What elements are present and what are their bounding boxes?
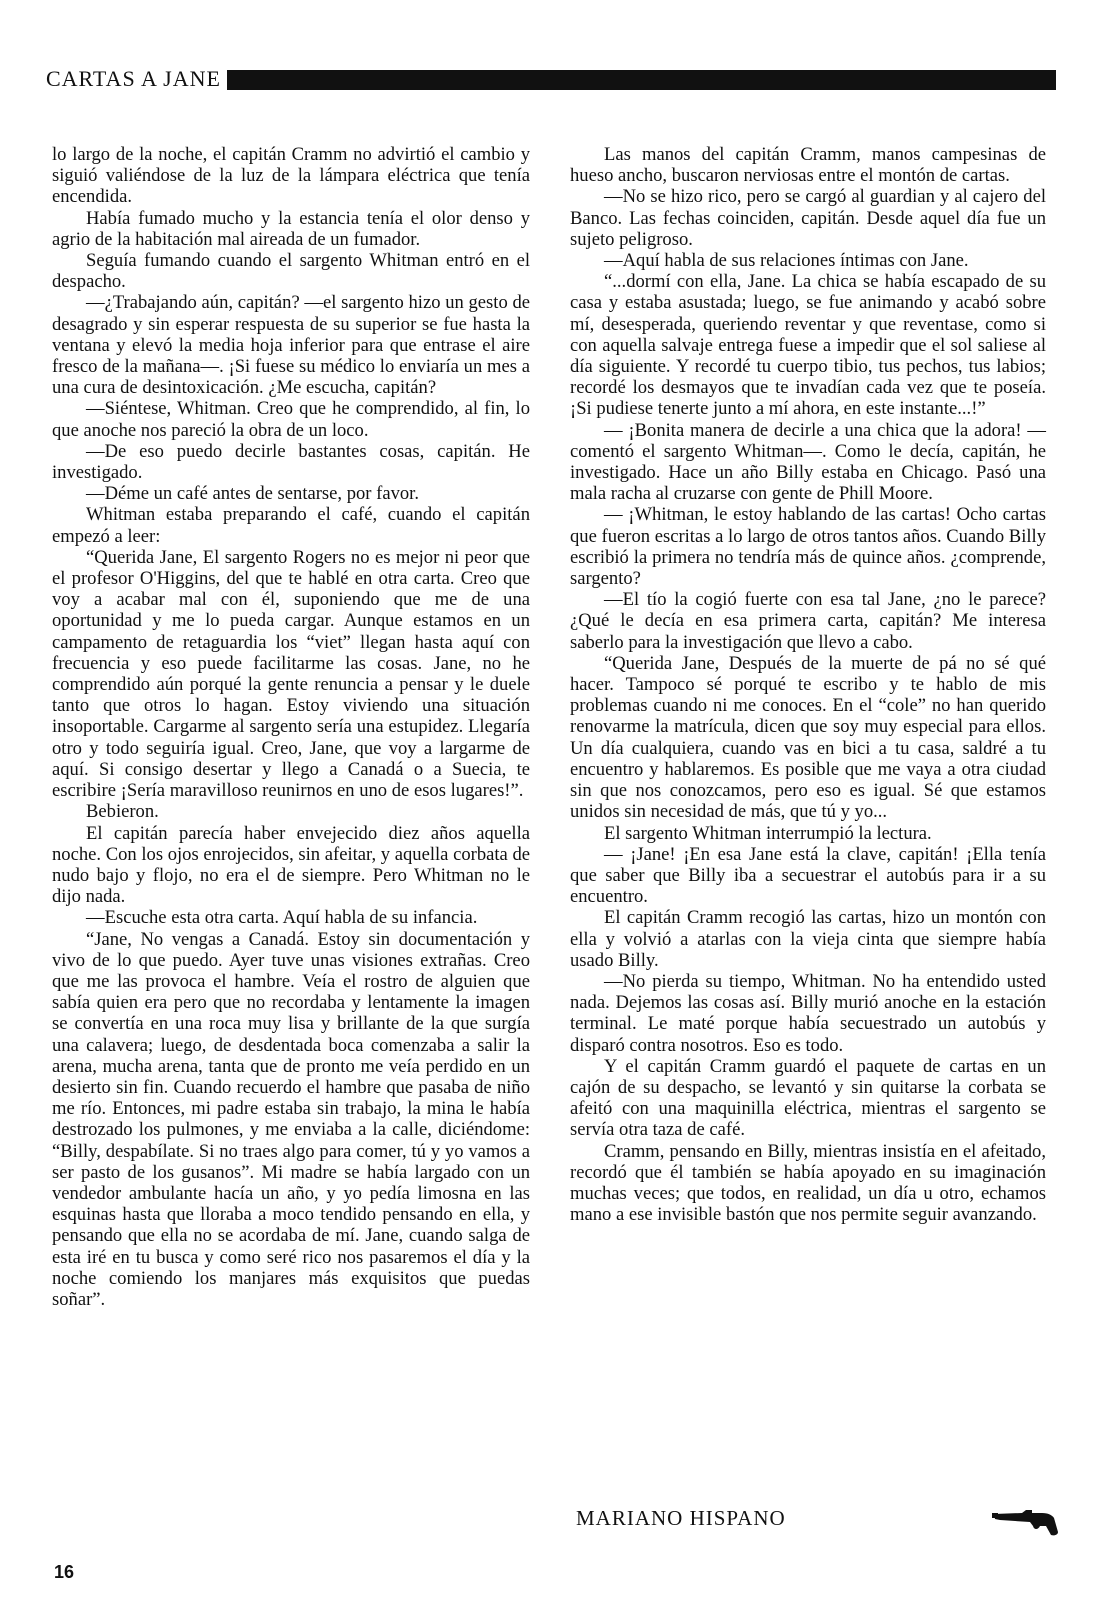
paragraph: El capitán parecía haber envejecido diez años aquella noche. Con los ojos enrojecidos, sin afeitar, y aquella corbata de nudo bajo y flojo, no era el de siempre. Pero Whitman no le dijo nada. xyxy=(52,822,530,908)
paragraph: Whitman estaba preparando el café, cuando el capitán empezó a leer: xyxy=(52,504,530,547)
header-title: CARTAS A JANE xyxy=(46,66,221,91)
paragraph: —Siéntese, Whitman. Creo que he comprendido, al fin, lo que anoche nos pareció la obra de un loco. xyxy=(52,398,530,441)
paragraph: El capitán Cramm recogió las cartas, hizo un montón con ella y volvió a atarlas con la vieja cinta que siempre había usado Billy. xyxy=(570,907,1046,971)
running-header xyxy=(46,64,1056,94)
paragraph: — ¡Bonita manera de decirle a una chica que la adora! —comentó el sargento Whitman—. Como le decía, capitán, he investigado. Hace un año Billy estaba en Chicago. Pasó una mala racha al cruzarse con gente de Phill Moore. xyxy=(570,419,1046,505)
paragraph: Seguía fumando cuando el sargento Whitman entró en el despacho. xyxy=(52,250,530,293)
paragraph: Las manos del capitán Cramm, manos campesinas de hueso ancho, buscaron nerviosas entre el montón de cartas. xyxy=(570,144,1046,187)
paragraph: Cramm, pensando en Billy, mientras insistía en el afeitado, recordó que él también se había apoyado en su imaginación muchas veces; que todos, en realidad, un día u otro, echamos mano a ese invisible bastón que nos permite seguir avanzando. xyxy=(570,1140,1046,1226)
paragraph: lo largo de la noche, el capitán Cramm no advirtió el cambio y siguió valiéndose de la luz de la lámpara eléctrica que tenía encendida. xyxy=(52,144,530,208)
right-column xyxy=(570,144,1046,1225)
paragraph: —¿Trabajando aún, capitán? —el sargento hizo un gesto de desagrado y sin esperar respuesta de su superior se fue hasta la ventana y elevó la media hoja inferior para que entrase el aire fresco de la mañana—. ¡Si fuese su médico lo enviaría un mes a una cura de desintoxicación. ¿Me escucha, capitán? xyxy=(52,292,530,399)
paragraph: “Querida Jane, El sargento Rogers no es mejor ni peor que el profesor O'Higgins, del que te hablé en otra carta. Creo que voy a acabar mal con él, suponiendo que me de una oportunidad y me lo pueda cargar. Aunque estamos en un campamento de retaguardia los “viet” llegan hasta aquí con frecuencia y eso puede facilitarme las cosas. Jane, no he comprendido aún porqué la gente renuncia a pensar y le duele tanto que otros lo hagan. Estoy viviendo una situación insoportable. Cargarme al sargento sería una estupidez. Llegaría otro y todo seguiría igual. Creo, Jane, que voy a largarme de aquí. Si consigo desertar y llego a Canadá o a Suecia, te escribire ¡Sería maravilloso reunirnos en uno de esos lugares!”. xyxy=(52,546,530,802)
paragraph: —El tío la cogió fuerte con esa tal Jane, ¿no le parece? ¿Qué le decía en esa primera carta, capitán? Me interesa saberlo para la investigación que llevo a cabo. xyxy=(570,589,1046,653)
author-byline: MARIANO HISPANO xyxy=(576,1506,786,1530)
page-number: 16 xyxy=(54,1562,75,1582)
paragraph: —No pierda su tiempo, Whitman. No ha entendido usted nada. Dejemos las cosas así. Billy murió anoche en la estación terminal. Le maté porque había secuestrado un autobús y disparó contra nosotros. Eso es todo. xyxy=(570,970,1046,1056)
paragraph: Bebieron. xyxy=(86,801,159,823)
header-rule-bar xyxy=(227,70,1056,90)
paragraph: —Aquí habla de sus relaciones íntimas con Jane. xyxy=(604,250,969,272)
paragraph: —No se hizo rico, pero se cargó al guardian y al cajero del Banco. Las fechas coinciden, capitán. Desde aquel día fue un sujeto peligroso. xyxy=(570,186,1046,250)
paragraph: —Escuche esta otra carta. Aquí habla de su infancia. xyxy=(86,907,478,929)
paragraph: —De eso puedo decirle bastantes cosas, capitán. He investigado. xyxy=(52,440,530,484)
left-column xyxy=(52,144,530,1310)
paragraph: El sargento Whitman interrumpió la lectura. xyxy=(604,822,932,844)
paragraph: — ¡Whitman, le estoy hablando de las cartas! Ocho cartas que fueron escritas a lo largo de otros tantos años. Cuando Billy escribió la primera no tendría más de quince años. ¿comprende, sargento? xyxy=(570,504,1046,590)
revolver-icon xyxy=(992,1504,1060,1538)
paragraph: Había fumado mucho y la estancia tenía el olor denso y agrio de la habitación mal aireada de un fumador. xyxy=(52,207,530,250)
paragraph: — ¡Jane! ¡En esa Jane está la clave, capitán! ¡Ella tenía que saber que Billy iba a secuestrar el autobús para ir a su encuentro. xyxy=(570,843,1046,908)
paragraph: “Querida Jane, Después de la muerte de pá no sé qué hacer. Tampoco sé porqué te escribo y te hablo de mis problemas cuando ni me conoces. En el “cole” no han querido renovarme la matrícula, dicen que soy muy especial para ellos. Un día cualquiera, cuando vas en bici a tu casa, saldré a tu encuentro y hablaremos. Es posible que me vaya a otra ciudad sin que nos conozcamos, pero eso es igual. Sé que estamos unidos sin necesidad de más, que tú y yo... xyxy=(570,652,1046,823)
paragraph: “Jane, No vengas a Canadá. Estoy sin documentación y vivo de lo que puedo. Ayer tuve unas visiones extrañas. Creo que me las provoca el hambre. Veía el rostro de alguien que sabía quien era pero que no recordaba y lentamente la imagen se convertía en una roca muy lisa y brillante de la que surgía una calavera; luego, de desdentada boca comenzaba a salir la arena, mucha arena, tanta que de pronto me veía perdido en un desierto sin fin. Cuando recuerdo el hambre que pasaba de niño me río. Entonces, mi padre estaba sin trabajo, la mina le había destrozado los pulmones, y me enviaba a la calle, diciéndome: “Billy, despabílate. Si no traes algo para comer, tú y yo vamos a ser pasto de los gusanos”. Mi madre se había largado con un vendedor ambulante hacía un año, y yo pedía limosna en las esquinas hasta que lloraba a moco tendido pensando en ella, y pensando que ella no se acordaba de mí. Jane, cuando salga de esta iré en tu busca y como seré rico nos pasaremos el día y la noche comiendo los manjares más exquisitos que puedas soñar”. xyxy=(52,928,530,1310)
paragraph: “...dormí con ella, Jane. La chica se había escapado de su casa y estaba asustada; luego, se fue animando y acabó sobre mí, desesperada, queriendo reventar y que reventase, como si con aquella salvaje entrega fuese a impedir que el sol saliese al día siguiente. Y recordé tu cuerpo tibio, tus pechos, tus labios; recordé los desmayos que te invadían cada vez que te poseía. ¡Si pudiese tenerte junto a mí ahora, en este instante...!” xyxy=(570,271,1046,420)
paragraph: Y el capitán Cramm guardó el paquete de cartas en un cajón de su despacho, se levantó y sin quitarse la corbata se afeitó con una maquinilla eléctrica, mientras el sargento se servía otra taza de café. xyxy=(570,1055,1046,1141)
paragraph: —Déme un café antes de sentarse, por favor. xyxy=(86,483,419,505)
